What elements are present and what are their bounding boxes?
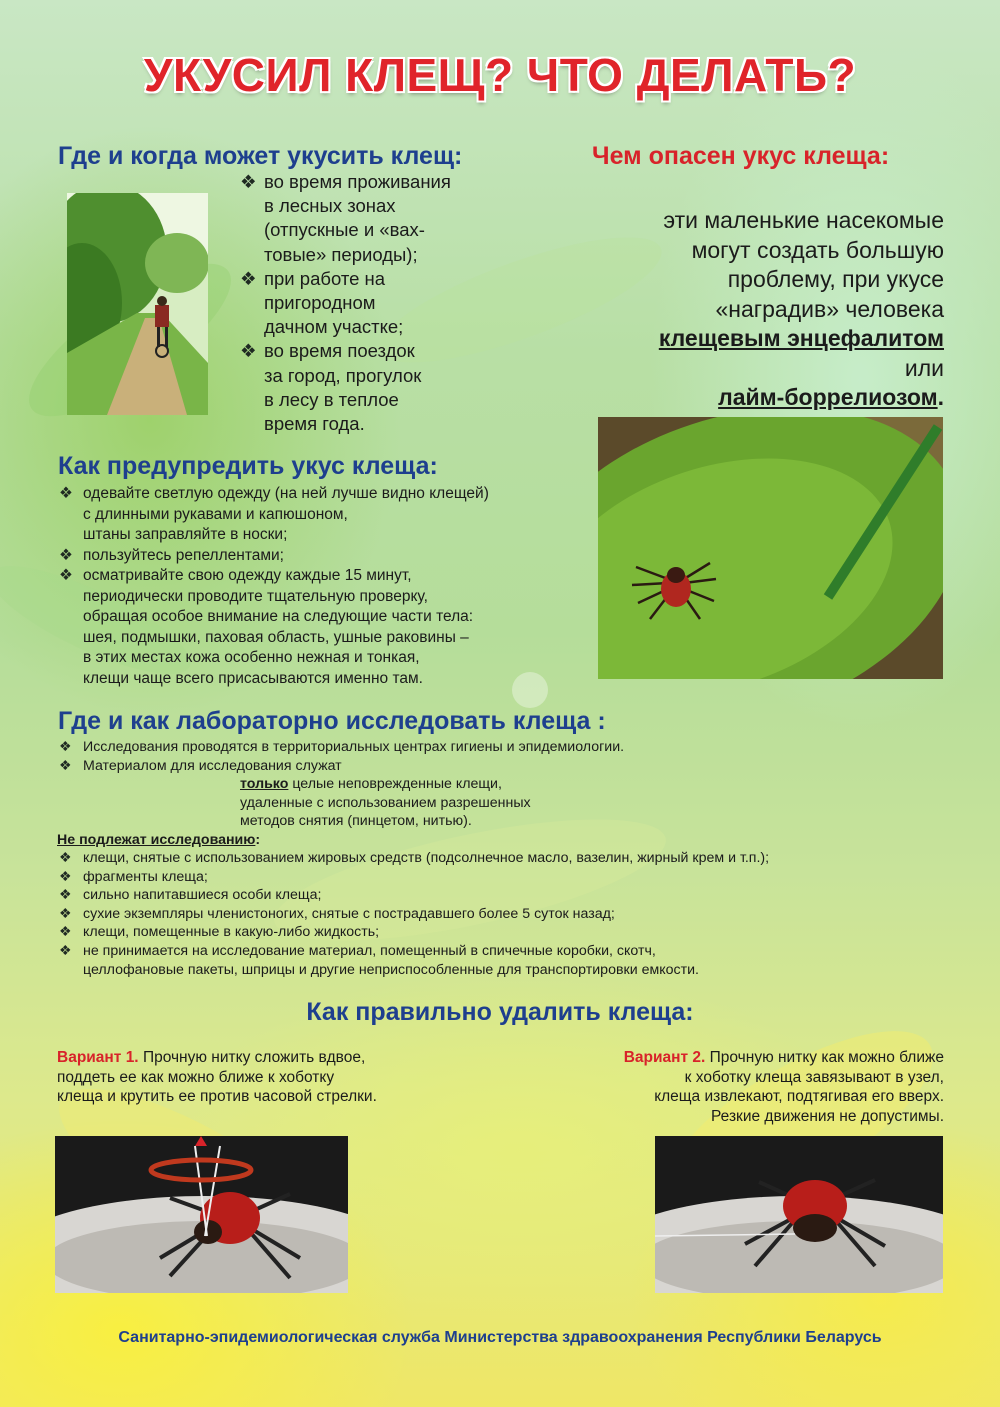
danger-text: эти маленькие насекомые могут создать большую проблему, при укусе «наградив» человека клещевым энцефалитом или лайм-боррелиозом. [658, 207, 944, 410]
not-subject-heading: Не подлежат исследованию: [57, 832, 261, 848]
variant-2-text: Вариант 2. Прочную нитку как можно ближе к хоботку клеща завязывают в узел, клеща извлекают, подтягивая его вверх. Резкие движения не допустимы. [623, 1049, 944, 1125]
remove-heading: Как правильно удалить клеща: [306, 998, 694, 1026]
bullet-icon: ❖ [59, 567, 73, 584]
footer-organization: Санитарно-эпидемиологическая служба Министерства здравоохранения Республики Беларусь [118, 1329, 882, 1346]
list-item: ❖ осматривайте свою одежду каждые 15 минут, периодически проводите тщательную проверку, обращая особое внимание на следующие части тела: шея, подмышки, паховая область, ушные раковины – в этих местах кожа особенно нежная и тонкая, клещи чаще всего присасываются именно там. [59, 567, 474, 687]
bullet-icon: ❖ [59, 887, 72, 904]
bullet-icon: ❖ [59, 485, 73, 502]
bullet-icon: ❖ [240, 267, 257, 289]
where-when-list [238, 170, 538, 436]
tick-removal-variant-2-photo [655, 1136, 943, 1293]
list-item: ❖ Материалом для исследования служат [59, 757, 342, 774]
list-item: ❖ при работе на пригородном дачном участке; [240, 267, 404, 338]
variant-2-label: Вариант 2. [623, 1049, 706, 1066]
lab-material-text: только целые неповрежденные клещи, удаленные с использованием разрешенных методов снятия (пинцетом, нитью). [240, 776, 531, 830]
list-item: ❖ Исследования проводятся в территориальных центрах гигиены и эпидемиологии. [59, 739, 625, 755]
tick-removal-variant-1-photo [55, 1136, 348, 1293]
list-item: ❖ одевайте светлую одежду (на ней лучше видно клещей) с длинными рукавами и капюшоном, штаны заправляйте в носки; [59, 485, 489, 543]
list-item: ❖ во время проживания в лесных зонах (отпускные и «вах- товые» периоды); [240, 171, 451, 265]
list-item: ❖ во время поездок за город, прогулок в лесу в теплое время года. [240, 340, 422, 435]
list-item: ❖ сухие экземпляры членистоногих, снятые с пострадавшего более 5 суток назад; [59, 905, 615, 922]
lab-list [57, 738, 937, 775]
bullet-icon: ❖ [59, 739, 72, 755]
danger-heading: Чем опасен укус клеща: [592, 142, 890, 170]
where-when-heading: Где и когда может укусить клещ: [58, 142, 463, 170]
bullet-icon: ❖ [59, 546, 73, 564]
variant-1-label: Вариант 1. [57, 1049, 139, 1066]
bullet-icon: ❖ [59, 942, 72, 959]
lab-heading: Где и как лабораторно исследовать клеща : [58, 707, 606, 735]
list-item: ❖ фрагменты клеща; [59, 868, 208, 885]
list-item: ❖ не принимается на исследование материал, помещенный в спичечные коробки, скотч, целлофановые пакеты, шприцы и другие неприспособленные для транспортировки емкости. [59, 942, 699, 978]
bullet-icon: ❖ [59, 850, 72, 866]
bullet-icon: ❖ [59, 868, 72, 885]
poster-title: УКУСИЛ КЛЕЩ? ЧТО ДЕЛАТЬ? [143, 49, 857, 101]
bullet-icon: ❖ [59, 924, 72, 941]
list-item: ❖ сильно напитавшиеся особи клеща; [59, 887, 322, 904]
only-emphasis: только [240, 776, 289, 792]
bullet-icon: ❖ [240, 340, 257, 362]
variant-1-text: Вариант 1. Прочную нитку сложить вдвое, поддеть ее как можно ближе к хоботку клеща и крутить ее против часовой стрелки. [57, 1049, 377, 1105]
tick-on-leaf-photo [598, 417, 943, 679]
list-item: ❖ пользуйтесь репеллентами; [57, 546, 587, 567]
list-item: ❖ клещи, снятые с использованием жировых средств (подсолнечное масло, вазелин, жирный крем и т.п.); [59, 850, 770, 866]
not-subject-list [57, 849, 957, 979]
disease-borreliosis: лайм-боррелиозом [718, 384, 938, 410]
bullet-icon: ❖ [59, 757, 72, 774]
disease-encephalitis: клещевым энцефалитом [658, 325, 944, 351]
cyclist-forest-photo [67, 193, 208, 415]
bullet-icon: ❖ [240, 171, 257, 192]
prevent-heading: Как предупредить укус клеща: [58, 452, 438, 480]
prevent-list [57, 484, 587, 689]
list-item: ❖ клещи, помещенные в какую-либо жидкость; [59, 924, 380, 941]
bullet-icon: ❖ [59, 905, 72, 922]
